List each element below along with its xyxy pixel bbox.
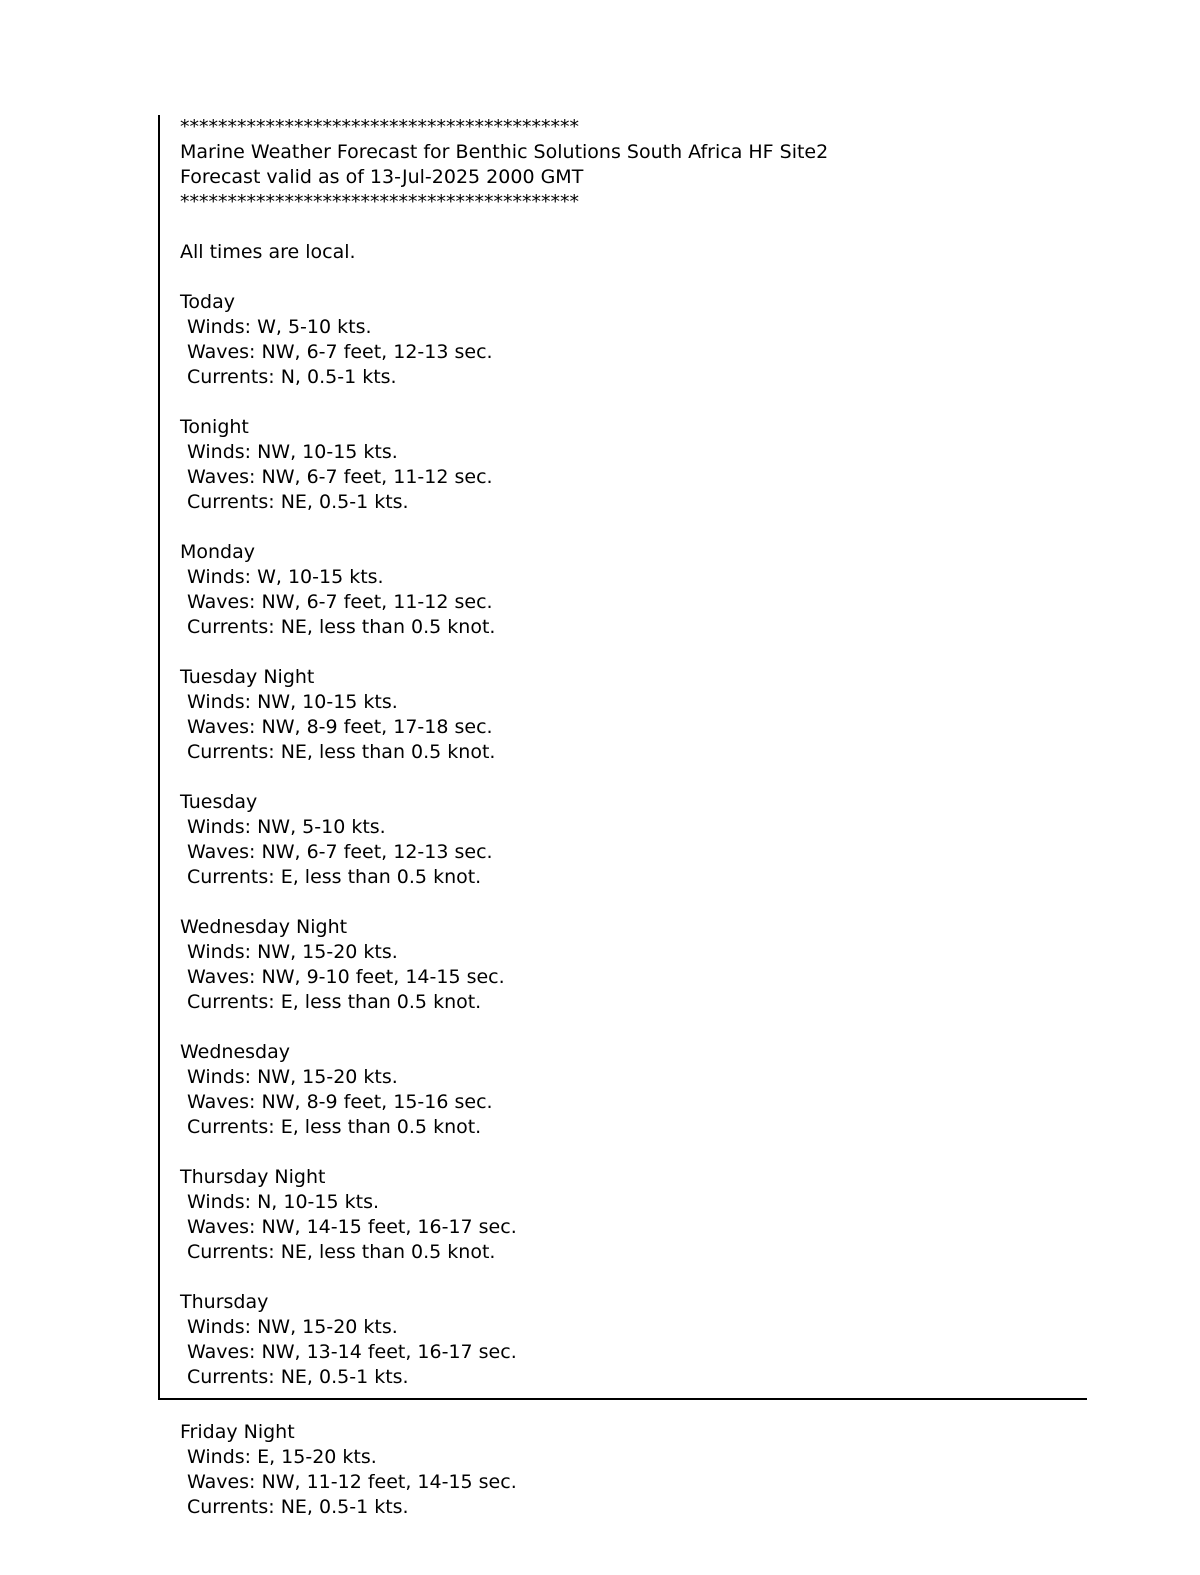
waves-line: Waves: NW, 8-9 feet, 15-16 sec.	[187, 1091, 493, 1113]
winds-line: Winds: NW, 15-20 kts.	[187, 1316, 398, 1338]
waves-line: Waves: NW, 8-9 feet, 17-18 sec.	[187, 716, 493, 738]
winds-line: Winds: NW, 15-20 kts.	[187, 1066, 398, 1088]
section-day-label: Thursday	[180, 1291, 269, 1313]
section-day-label: Wednesday	[180, 1041, 291, 1063]
winds-line: Winds: E, 15-20 kts.	[187, 1446, 377, 1468]
currents-line: Currents: N, 0.5-1 kts.	[187, 366, 397, 388]
currents-line: Currents: NE, less than 0.5 knot.	[187, 616, 496, 638]
winds-line: Winds: NW, 5-10 kts.	[187, 816, 386, 838]
waves-line: Waves: NW, 6-7 feet, 11-12 sec.	[187, 466, 493, 488]
forecast-section-wednesday	[180, 1040, 1087, 1140]
times-note: All times are local.	[180, 241, 356, 263]
waves-line: Waves: NW, 13-14 feet, 16-17 sec.	[187, 1341, 517, 1363]
forecast-section-tonight	[180, 415, 1087, 515]
forecast-section-tuesday	[180, 790, 1087, 890]
section-day-label: Thursday Night	[180, 1166, 326, 1188]
forecast-title: Marine Weather Forecast for Benthic Solutions South Africa HF Site2	[180, 141, 829, 163]
forecast-section-today	[180, 290, 1087, 390]
forecast-section-friday-night	[180, 1420, 517, 1520]
winds-line: Winds: NW, 10-15 kts.	[187, 441, 398, 463]
banner-asterisks-top: ******************************************	[180, 116, 579, 138]
winds-line: Winds: N, 10-15 kts.	[187, 1191, 380, 1213]
currents-line: Currents: NE, 0.5-1 kts.	[187, 1366, 409, 1388]
forecast-valid-line: Forecast valid as of 13-Jul-2025 2000 GMT	[180, 166, 584, 188]
forecast-section-wednesday-night	[180, 915, 1087, 1015]
winds-line: Winds: NW, 10-15 kts.	[187, 691, 398, 713]
winds-line: Winds: NW, 15-20 kts.	[187, 941, 398, 963]
forecast-section-thursday-night	[180, 1165, 1087, 1265]
section-day-label: Tuesday Night	[180, 666, 315, 688]
winds-line: Winds: W, 10-15 kts.	[187, 566, 384, 588]
currents-line: Currents: NE, less than 0.5 knot.	[187, 741, 496, 763]
section-day-label: Monday	[180, 541, 256, 563]
waves-line: Waves: NW, 6-7 feet, 12-13 sec.	[187, 341, 493, 363]
forecast-section-thursday	[180, 1290, 1087, 1390]
section-day-label: Today	[180, 291, 235, 313]
section-day-label: Wednesday Night	[180, 916, 348, 938]
waves-line: Waves: NW, 14-15 feet, 16-17 sec.	[187, 1216, 517, 1238]
currents-line: Currents: E, less than 0.5 knot.	[187, 991, 482, 1013]
currents-line: Currents: E, less than 0.5 knot.	[187, 1116, 482, 1138]
section-day-label: Tonight	[180, 416, 249, 438]
section-day-label: Friday Night	[180, 1421, 295, 1443]
waves-line: Waves: NW, 6-7 feet, 11-12 sec.	[187, 591, 493, 613]
waves-line: Waves: NW, 11-12 feet, 14-15 sec.	[187, 1471, 517, 1493]
currents-line: Currents: E, less than 0.5 knot.	[187, 866, 482, 888]
forecast-section-tuesday-night	[180, 665, 1087, 765]
forecast-overflow-block	[160, 1420, 517, 1545]
forecast-section-monday	[180, 540, 1087, 640]
banner-asterisks-bottom: ******************************************	[180, 191, 579, 213]
section-day-label: Tuesday	[180, 791, 258, 813]
currents-line: Currents: NE, 0.5-1 kts.	[187, 491, 409, 513]
waves-line: Waves: NW, 9-10 feet, 14-15 sec.	[187, 966, 505, 988]
currents-line: Currents: NE, 0.5-1 kts.	[187, 1496, 409, 1518]
winds-line: Winds: W, 5-10 kts.	[187, 316, 372, 338]
currents-line: Currents: NE, less than 0.5 knot.	[187, 1241, 496, 1263]
waves-line: Waves: NW, 6-7 feet, 12-13 sec.	[187, 841, 493, 863]
forecast-text-frame	[158, 115, 1087, 1400]
